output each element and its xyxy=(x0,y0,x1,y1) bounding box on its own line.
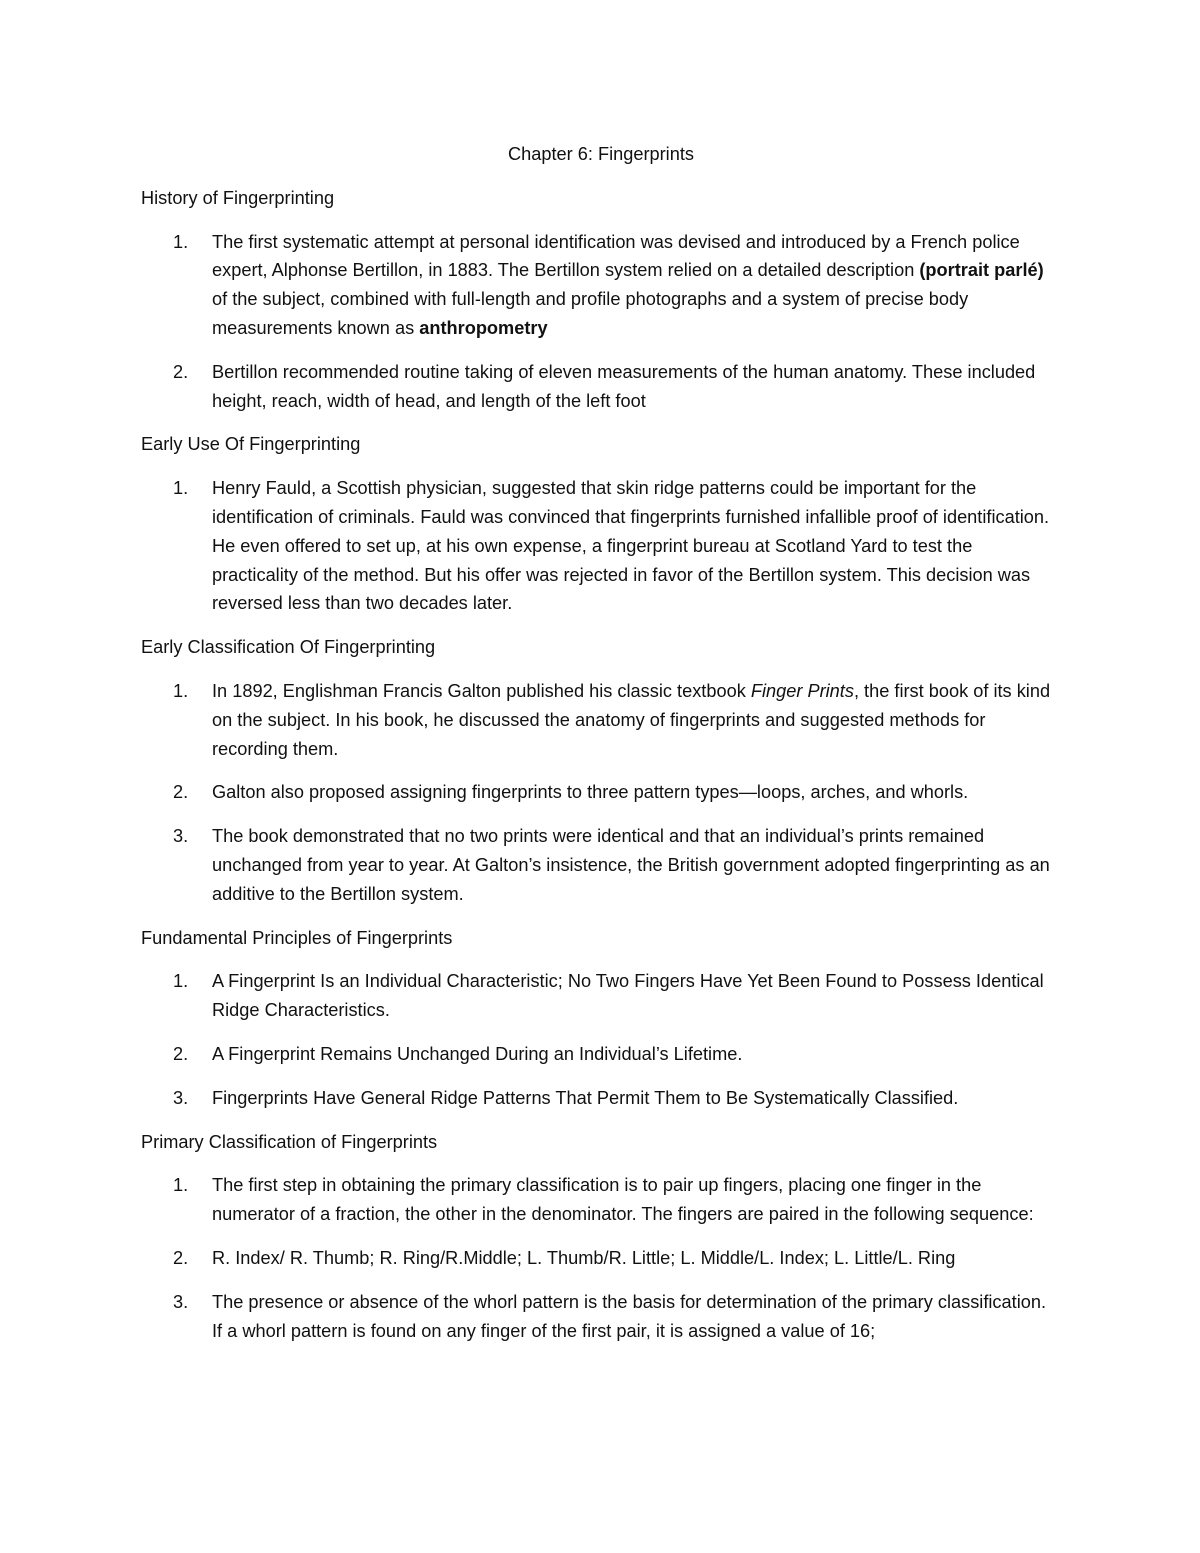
list-item-text: , the first book of its kind on the subject. In his book, he discussed the anatomy of fingerprints and suggested methods for recording them. xyxy=(212,680,1051,759)
section-heading: Early Use Of Fingerprinting xyxy=(141,434,361,455)
list-item-number: 1. xyxy=(173,478,189,499)
numbered-list xyxy=(141,967,1061,1112)
numbered-list xyxy=(141,474,1061,618)
list-item-text: anthropometry xyxy=(419,317,548,338)
list-item xyxy=(141,822,1061,908)
list-item-number: 2. xyxy=(173,1043,189,1064)
list-item xyxy=(141,1288,1061,1346)
list-item-text: The first systematic attempt at personal identification was devised and introduced by a French police expert, Alphonse Bertillon, in 1883. The Bertillon system relied on a detailed description xyxy=(212,231,1020,281)
list-item-number: 3. xyxy=(173,1087,189,1108)
list-item xyxy=(141,1084,1061,1113)
list-item-text: A Fingerprint Remains Unchanged During an Individual’s Lifetime. xyxy=(212,1043,743,1064)
document-title: Chapter 6: Fingerprints xyxy=(507,144,694,164)
list-item xyxy=(141,358,1061,416)
list-item-number: 1. xyxy=(173,680,189,701)
list-item-text: Finger Prints xyxy=(750,680,854,701)
list-item-text: A Fingerprint Is an Individual Characteristic; No Two Fingers Have Yet Been Found to Possess Identical Ridge Characteristics. xyxy=(212,971,1044,1021)
list-item-number: 2. xyxy=(173,782,189,803)
list-item-text: The book demonstrated that no two prints were identical and that an individual’s prints remained unchanged from year to year. At Galton’s insistence, the British government adopted fingerprinting as an additive to the Bertillon system. xyxy=(212,826,1050,904)
list-item xyxy=(141,228,1061,343)
list-item-number: 3. xyxy=(173,1291,189,1312)
sections-container xyxy=(141,184,1061,1346)
numbered-list xyxy=(141,228,1061,416)
list-item-number: 1. xyxy=(173,231,189,252)
list-item-text: Bertillon recommended routine taking of eleven measurements of the human anatomy. These included height, reach, width of head, and length of the left foot xyxy=(212,361,1036,411)
section-heading: Fundamental Principles of Fingerprints xyxy=(141,927,453,948)
list-item xyxy=(141,967,1061,1025)
list-item-number: 1. xyxy=(173,971,189,992)
list-item-text: R. Index/ R. Thumb; R. Ring/R.Middle; L. Thumb/R. Little; L. Middle/L. Index; L. Little/L. Ring xyxy=(212,1247,956,1268)
list-item xyxy=(141,474,1061,618)
list-item xyxy=(141,1171,1061,1229)
list-item-text: Fingerprints Have General Ridge Patterns That Permit Them to Be Systematically Classified. xyxy=(212,1087,959,1108)
list-item-text: The presence or absence of the whorl pattern is the basis for determination of the primary classification. If a whorl pattern is found on any finger of the first pair, it is assigned a value of 16; xyxy=(212,1291,1047,1341)
list-item-text: of the subject, combined with full-length and profile photographs and a system of precise body measurements known as xyxy=(212,289,969,338)
list-item xyxy=(141,677,1061,763)
section-heading: Primary Classification of Fingerprints xyxy=(141,1131,438,1152)
document-body xyxy=(141,140,1061,1360)
numbered-list xyxy=(141,677,1061,909)
list-item-text: Henry Fauld, a Scottish physician, suggested that skin ridge patterns could be important for the identification of criminals. Fauld was convinced that fingerprints furnished infallible proof of identification. He even offered to set up, at his own expense, a fingerprint bureau at Scotland Yard to test the practicality of the method. But his offer was rejected in favor of the Bertillon system. This decision was reversed less than two decades later. xyxy=(212,478,1050,614)
list-item-number: 2. xyxy=(173,361,189,382)
list-item-text: Galton also proposed assigning fingerprints to three pattern types—loops, arches, and whorls. xyxy=(212,782,969,803)
list-item xyxy=(141,1040,1061,1069)
list-item-text: (portrait parlé) xyxy=(919,260,1044,281)
section-heading: Early Classification Of Fingerprinting xyxy=(141,637,436,658)
section-heading: History of Fingerprinting xyxy=(141,187,335,208)
list-item-number: 2. xyxy=(173,1247,189,1268)
list-item-text: In 1892, Englishman Francis Galton published his classic textbook xyxy=(212,680,751,701)
list-item-number: 1. xyxy=(173,1175,189,1196)
list-item-text: The first step in obtaining the primary classification is to pair up fingers, placing one finger in the numerator of a fraction, the other in the denominator. The fingers are paired in the following sequence: xyxy=(212,1175,1034,1225)
list-item xyxy=(141,778,1061,807)
list-item xyxy=(141,1244,1061,1273)
list-item-number: 3. xyxy=(173,826,189,847)
numbered-list xyxy=(141,1171,1061,1345)
